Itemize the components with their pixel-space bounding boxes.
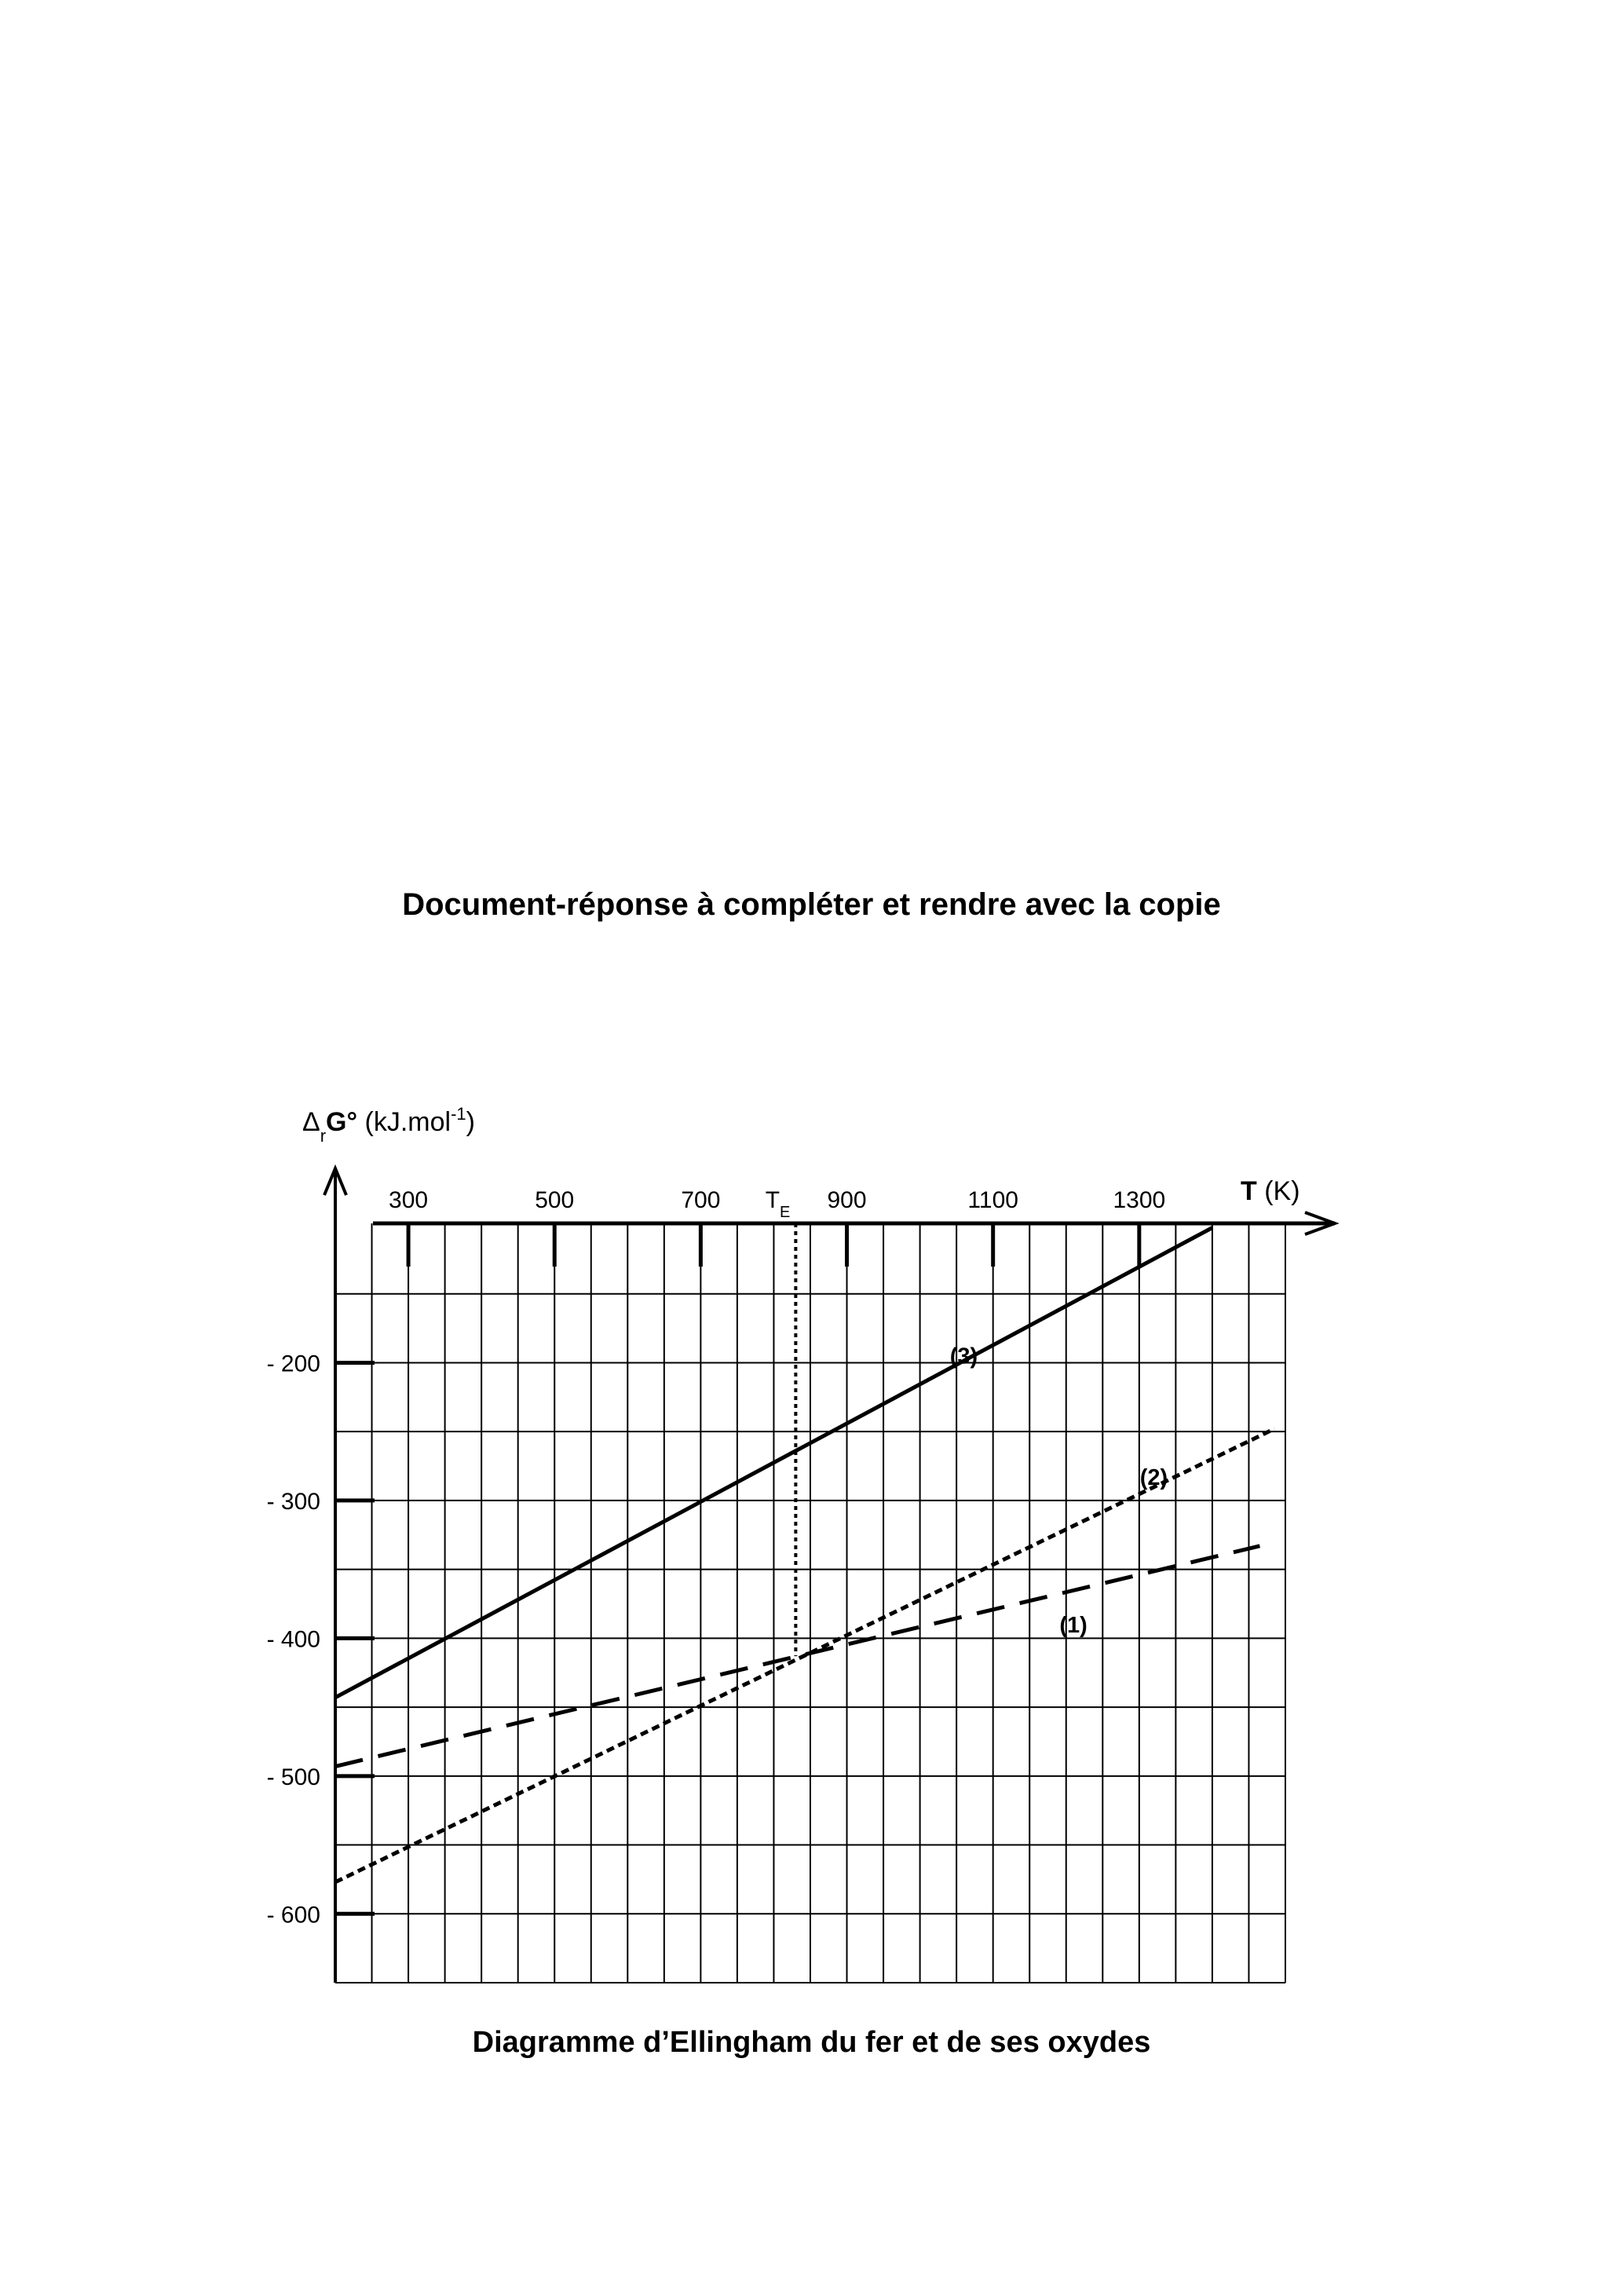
- series-line: [335, 1546, 1259, 1767]
- y-tick-label: - 200: [266, 1351, 320, 1377]
- series-label: (2): [1139, 1465, 1168, 1491]
- grid-lines: [335, 1223, 1285, 1983]
- y-axis-title: $\Delta_rG^\circ$ (kJ.mol$^{-1}$): [302, 1104, 475, 1146]
- series-label: (3): [949, 1344, 978, 1369]
- ellingham-chart: [0, 1084, 1623, 1987]
- x-tick-label: 300: [389, 1187, 429, 1213]
- series-line: [335, 1429, 1274, 1882]
- series-lines: [335, 1223, 1274, 1882]
- x-tick-label: 1100: [967, 1187, 1018, 1213]
- x-tick-label: 500: [535, 1187, 575, 1213]
- x-tick-label: 1300: [1113, 1187, 1166, 1213]
- x-tick-label: 700: [681, 1187, 721, 1213]
- y-tick-label: - 600: [266, 1902, 320, 1929]
- y-tick-label: - 500: [266, 1764, 320, 1790]
- chart-caption: Diagramme d’Ellingham du fer et de ses oxydes: [472, 2026, 1151, 2059]
- x-tick-label: 900: [827, 1187, 867, 1213]
- y-tick-label: - 400: [266, 1626, 320, 1653]
- y-tick-label: - 300: [266, 1488, 320, 1515]
- te-marker-label: $T_E$: [765, 1187, 791, 1221]
- x-axis-title: T (K): [1241, 1176, 1300, 1206]
- document-heading: Document-réponse à compléter et rendre avec la copie: [402, 887, 1221, 922]
- series-labels: [950, 1344, 1168, 1638]
- axes: [324, 1168, 1335, 1983]
- series-label: (1): [1059, 1612, 1087, 1638]
- tick-labels: [267, 1187, 1166, 1928]
